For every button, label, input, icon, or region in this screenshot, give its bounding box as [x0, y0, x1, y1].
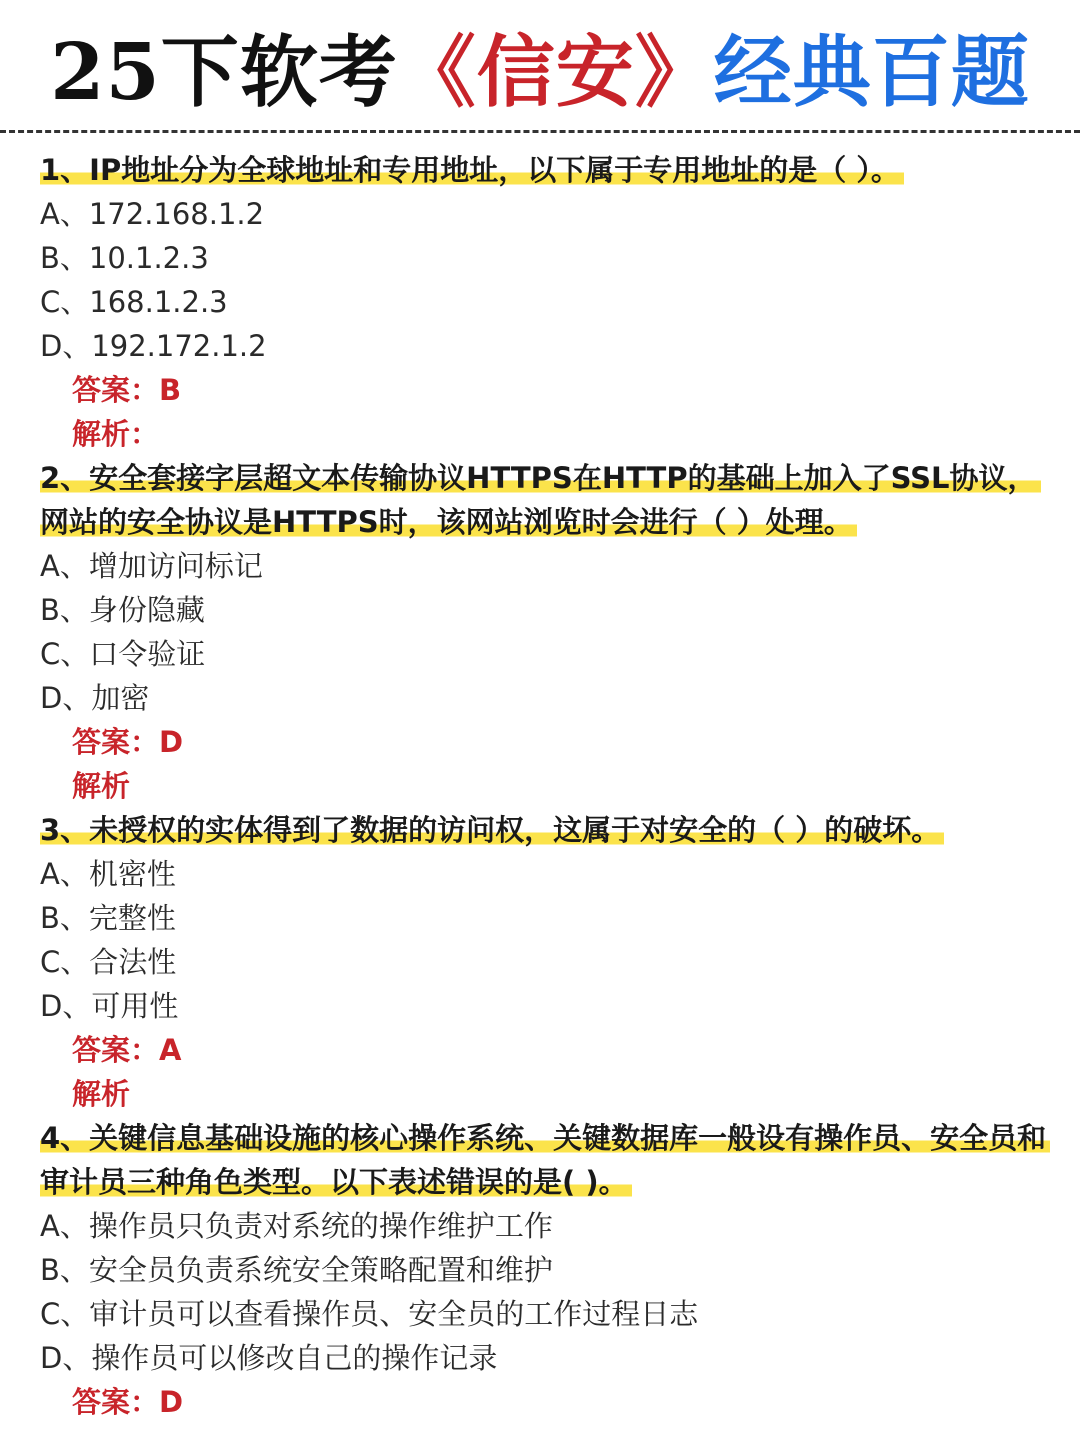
answer: 答案：A [72, 1033, 182, 1067]
option-d: D、加密 [40, 681, 150, 715]
option-b: B、安全员负责系统安全策略配置和维护 [40, 1253, 553, 1287]
question-title: 4、关键信息基础设施的核心操作系统、关键数据库一般设有操作员、安全员和审计员三种角色类型。以下表述错误的是( )。 [40, 1116, 1050, 1204]
title-prefix: 25下软考 [50, 27, 398, 118]
option-c: C、审计员可以查看操作员、安全员的工作过程日志 [40, 1297, 699, 1331]
option-b: B、10.1.2.3 [40, 241, 209, 275]
option-b: B、身份隐藏 [40, 593, 205, 627]
page-title [0, 18, 1080, 128]
option-d: D、操作员可以修改自己的操作记录 [40, 1341, 498, 1375]
answer: 答案：B [72, 373, 182, 407]
title-book: 《信安》 [397, 27, 714, 118]
question-title: 1、IP地址分为全球地址和专用地址，以下属于专用地址的是（ ）。 [40, 148, 1050, 192]
dashed-divider [0, 130, 1080, 133]
analysis: 解析 [72, 1077, 131, 1111]
option-d: D、192.172.1.2 [40, 329, 267, 363]
option-d: D、可用性 [40, 989, 179, 1023]
option-b: B、完整性 [40, 901, 176, 935]
question-title: 3、未授权的实体得到了数据的访问权，这属于对安全的（ ）的破坏。 [40, 808, 1050, 852]
option-a: A、172.168.1.2 [40, 197, 265, 231]
option-c: C、口令验证 [40, 637, 206, 671]
option-c: C、合法性 [40, 945, 177, 979]
answer: 答案：D [72, 1385, 184, 1419]
question-title: 2、安全套接字层超文本传输协议HTTPS在HTTP的基础上加入了SSL协议，网站的安全协议是HTTPS时，该网站浏览时会进行（ ）处理。 [40, 456, 1050, 544]
question-1 [40, 148, 1050, 456]
analysis: 解析 [72, 769, 131, 803]
question-2 [40, 456, 1050, 808]
option-a: A、操作员只负责对系统的操作维护工作 [40, 1209, 553, 1243]
question-4 [40, 1116, 1050, 1424]
option-a: A、机密性 [40, 857, 176, 891]
question-list [40, 148, 1050, 1424]
option-a: A、增加访问标记 [40, 549, 263, 583]
question-3 [40, 808, 1050, 1116]
option-c: C、168.1.2.3 [40, 285, 228, 319]
analysis: 解析： [72, 417, 160, 451]
answer: 答案：D [72, 725, 184, 759]
title-suffix: 经典百题 [713, 27, 1030, 118]
